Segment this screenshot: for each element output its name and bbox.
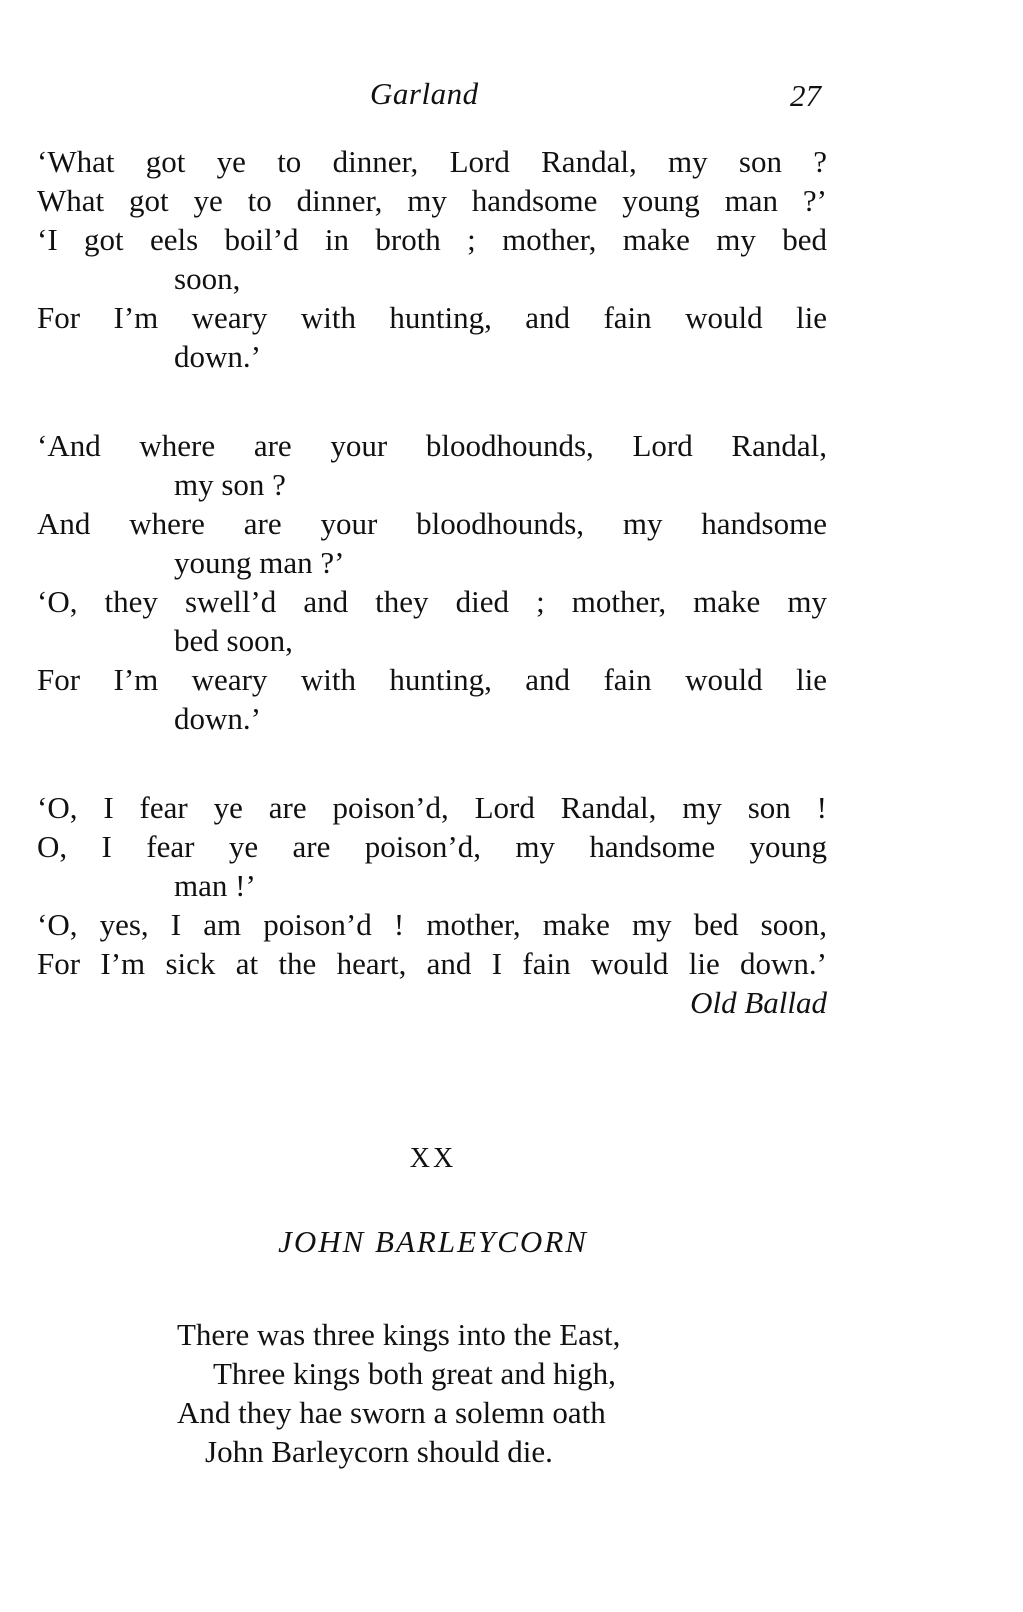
- poem-line: ‘What got ye to dinner, Lord Randal, my son ?: [37, 144, 827, 179]
- poem-attribution: Old Ballad: [690, 985, 827, 1020]
- poem-line-turnover: soon,: [174, 261, 241, 296]
- section-number: XX: [409, 1143, 457, 1174]
- poem-line: There was three kings into the East,: [177, 1317, 621, 1352]
- stanza-3: [37, 788, 827, 1022]
- running-head: [0, 76, 1023, 120]
- lord-randal-poem: [37, 142, 827, 1022]
- stanza-1: [37, 142, 827, 376]
- poem-line-turnover: down.’: [174, 701, 261, 736]
- stanza-2: [37, 426, 827, 738]
- poem-line: What got ye to dinner, my handsome young man ?’: [37, 183, 827, 218]
- poem-line-turnover: man !’: [174, 868, 256, 903]
- john-barleycorn-poem: [177, 1315, 797, 1471]
- poem-line: For I’m weary with hunting, and fain would lie: [37, 300, 827, 335]
- running-title: Garland: [370, 76, 479, 111]
- poem-line: O, I fear ye are poison’d, my handsome young: [37, 829, 827, 864]
- poem-line-turnover: down.’: [174, 339, 261, 374]
- poem-line: For I’m sick at the heart, and I fain would lie down.’: [37, 946, 827, 981]
- poem-line-turnover: my son ?: [174, 467, 286, 502]
- poem-line: And they hae sworn a solemn oath: [177, 1395, 606, 1430]
- poem-line: ‘And where are your bloodhounds, Lord Randal,: [37, 428, 827, 463]
- poem-line-indented: John Barleycorn should die.: [205, 1434, 553, 1469]
- poem-line: For I’m weary with hunting, and fain would lie: [37, 662, 827, 697]
- poem-line: ‘I got eels boil’d in broth ; mother, make my bed: [37, 222, 827, 257]
- poem-line: And where are your bloodhounds, my handsome: [37, 506, 827, 541]
- page-number: 27: [790, 78, 821, 113]
- poem-line: ‘O, I fear ye are poison’d, Lord Randal, my son !: [37, 790, 827, 825]
- poem-line: ‘O, yes, I am poison’d ! mother, make my bed soon,: [37, 907, 827, 942]
- poem-line: ‘O, they swell’d and they died ; mother, make my: [37, 584, 827, 619]
- section-title: JOHN BARLEYCORN: [278, 1224, 588, 1259]
- poem-line-indented: Three kings both great and high,: [213, 1356, 616, 1391]
- poem-line-turnover: young man ?’: [174, 545, 345, 580]
- poem-line-turnover: bed soon,: [174, 623, 293, 658]
